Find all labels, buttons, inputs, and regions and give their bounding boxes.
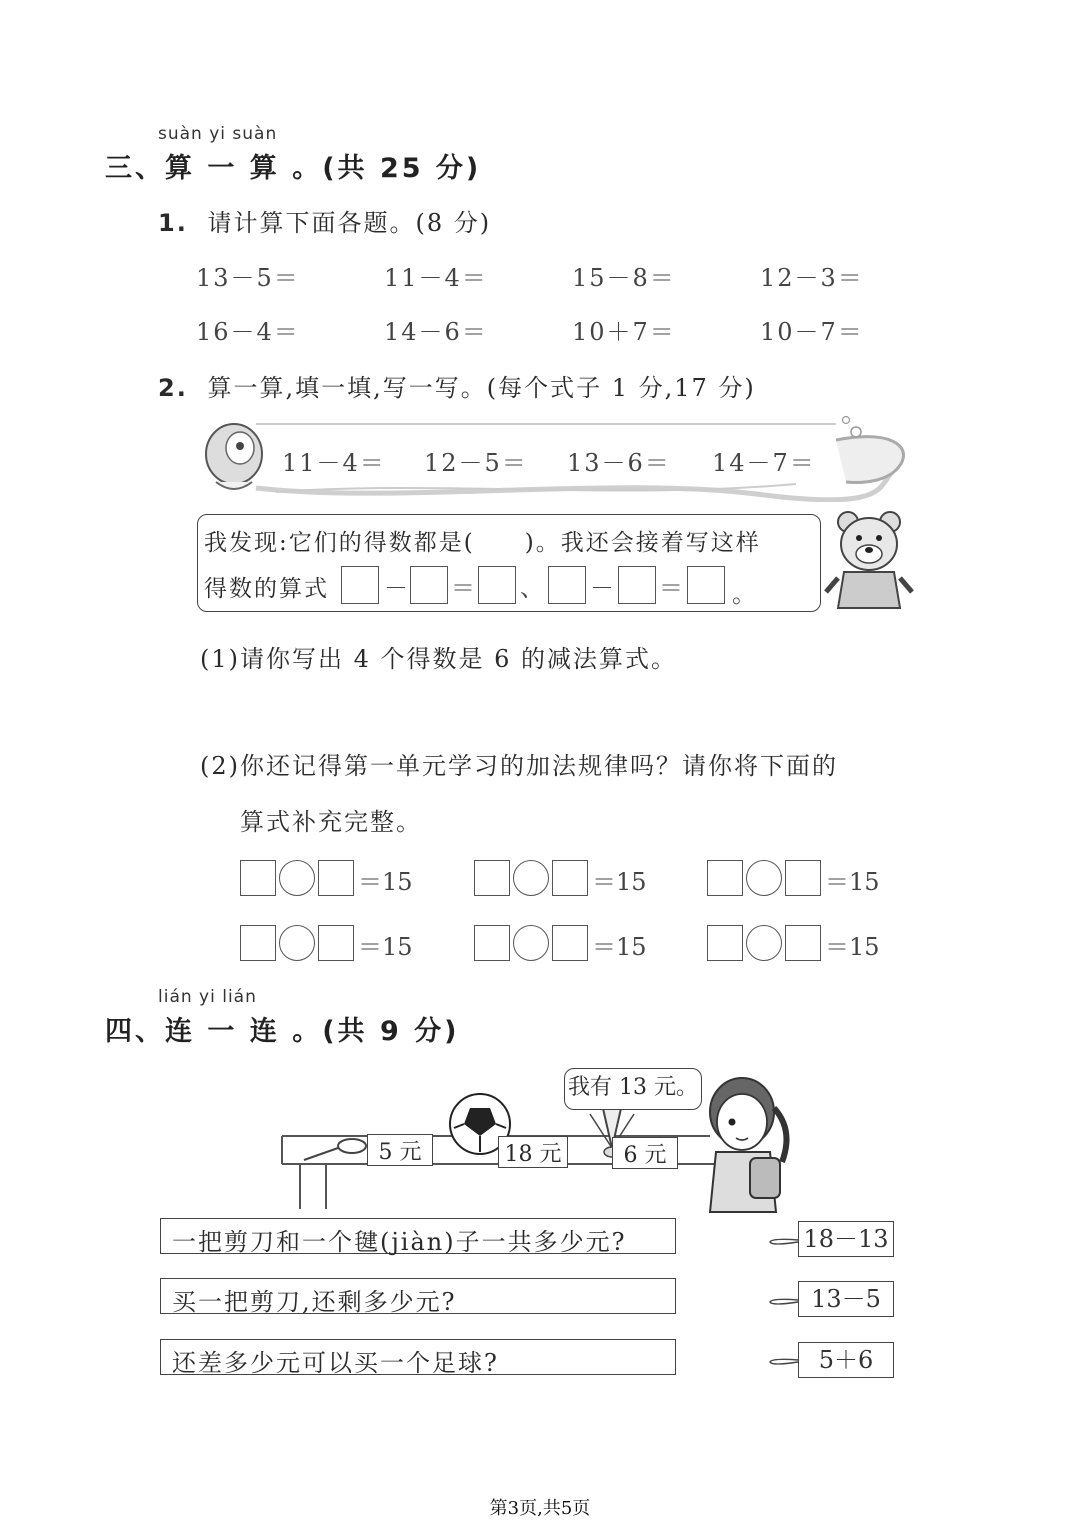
section4-title: 四、连 一 连 。(共 9 分) xyxy=(105,1016,460,1047)
answer-box[interactable] xyxy=(410,566,448,604)
answer-box[interactable] xyxy=(785,860,821,896)
bear-icon xyxy=(822,508,917,614)
answer-box[interactable] xyxy=(474,925,510,961)
operator-circle[interactable] xyxy=(279,860,315,896)
operator-circle[interactable] xyxy=(513,925,549,961)
period: 。 xyxy=(732,580,758,608)
sub-question-2-line-1: (2)你还记得第一单元学习的加法规律吗？请你将下面的 xyxy=(200,752,838,780)
banner-eq-2: 12－5＝ xyxy=(424,449,528,477)
answer-box[interactable] xyxy=(785,925,821,961)
answer-box[interactable] xyxy=(552,925,588,961)
q1-eq-4: 12－3＝ xyxy=(760,264,864,292)
minus-sign: － xyxy=(590,574,616,602)
speech-bubble: 我有 13 元。 xyxy=(564,1068,702,1110)
soccer-ball-price-tag: 18 元 xyxy=(498,1136,568,1168)
tag-string-icon xyxy=(766,1224,802,1374)
discovery-line-1: 我发现:它们的得数都是( )。我还会接着写这样 xyxy=(204,530,761,556)
q2-number: 2. xyxy=(158,374,188,402)
section3-title: 三、算 一 算 。(共 25 分) xyxy=(105,153,482,184)
girl-icon xyxy=(690,1068,800,1214)
answer-tag-1[interactable]: 18－13 xyxy=(798,1221,894,1257)
q1-line xyxy=(158,203,491,238)
q1-eq-8: 10－7＝ xyxy=(760,318,864,346)
sub-question-2-line-2: 算式补充完整。 xyxy=(240,808,422,836)
equation-result: ＝15 xyxy=(358,868,413,896)
answer-box[interactable] xyxy=(240,925,276,961)
equation-result: ＝15 xyxy=(592,933,647,961)
q2-text: 算一算,填一填,写一写。(每个式子 1 分,17 分) xyxy=(207,374,756,402)
answer-tag-2[interactable]: 13－5 xyxy=(798,1281,894,1317)
banner-eq-1: 11－4＝ xyxy=(282,449,386,477)
answer-box[interactable] xyxy=(318,925,354,961)
q1-eq-6: 14－6＝ xyxy=(384,318,488,346)
answer-tag-3[interactable]: 5＋6 xyxy=(798,1342,894,1378)
answer-box[interactable] xyxy=(478,566,516,604)
operator-circle[interactable] xyxy=(746,860,782,896)
operator-circle[interactable] xyxy=(279,925,315,961)
answer-box[interactable] xyxy=(707,860,743,896)
answer-box[interactable] xyxy=(687,566,725,604)
equals-sign: ＝ xyxy=(451,574,477,602)
answer-box[interactable] xyxy=(341,566,379,604)
banner-eq-4: 14－7＝ xyxy=(712,449,816,477)
separator: 、 xyxy=(520,574,546,602)
equation-result: ＝15 xyxy=(825,868,880,896)
sub-question-1: (1)请你写出 4 个得数是 6 的减法算式。 xyxy=(200,645,678,673)
equation-result: ＝15 xyxy=(592,868,647,896)
banner-eq-3: 13－6＝ xyxy=(567,449,671,477)
q1-text: 请计算下面各题。(8 分) xyxy=(207,209,492,237)
discovery-line-2-prefix: 得数的算式 xyxy=(204,576,329,602)
answer-box[interactable] xyxy=(474,860,510,896)
q1-eq-7: 10＋7＝ xyxy=(572,318,676,346)
section3-pinyin: suàn yi suàn xyxy=(158,124,278,144)
answer-box[interactable] xyxy=(618,566,656,604)
q1-eq-1: 13－5＝ xyxy=(196,264,300,292)
answer-box[interactable] xyxy=(707,925,743,961)
minus-sign: － xyxy=(384,574,410,602)
section4-pinyin: lián yi lián xyxy=(158,987,257,1007)
page-footer: 第3页,共5页 xyxy=(489,1498,591,1519)
fish-icon xyxy=(206,424,262,489)
equation-result: ＝15 xyxy=(358,933,413,961)
q2-line xyxy=(158,368,756,403)
q1-eq-3: 15－8＝ xyxy=(572,264,676,292)
q1-eq-5: 16－4＝ xyxy=(196,318,300,346)
equals-sign: ＝ xyxy=(659,574,685,602)
scissors-price-tag: 5 元 xyxy=(367,1134,433,1166)
question-text-2: 买一把剪刀,还剩多少元? xyxy=(172,1288,457,1316)
answer-box[interactable] xyxy=(318,860,354,896)
question-text-3: 还差多少元可以买一个足球? xyxy=(172,1349,499,1377)
question-text-1: 一把剪刀和一个毽(jiàn)子一共多少元? xyxy=(172,1228,627,1256)
scissors-icon xyxy=(304,1139,366,1160)
operator-circle[interactable] xyxy=(513,860,549,896)
q1-eq-2: 11－4＝ xyxy=(384,264,488,292)
answer-box[interactable] xyxy=(552,860,588,896)
answer-box[interactable] xyxy=(240,860,276,896)
equation-result: ＝15 xyxy=(825,933,880,961)
operator-circle[interactable] xyxy=(746,925,782,961)
q1-number: 1. xyxy=(158,209,188,237)
answer-box[interactable] xyxy=(548,566,586,604)
shuttlecock-price-tag: 6 元 xyxy=(612,1137,678,1169)
